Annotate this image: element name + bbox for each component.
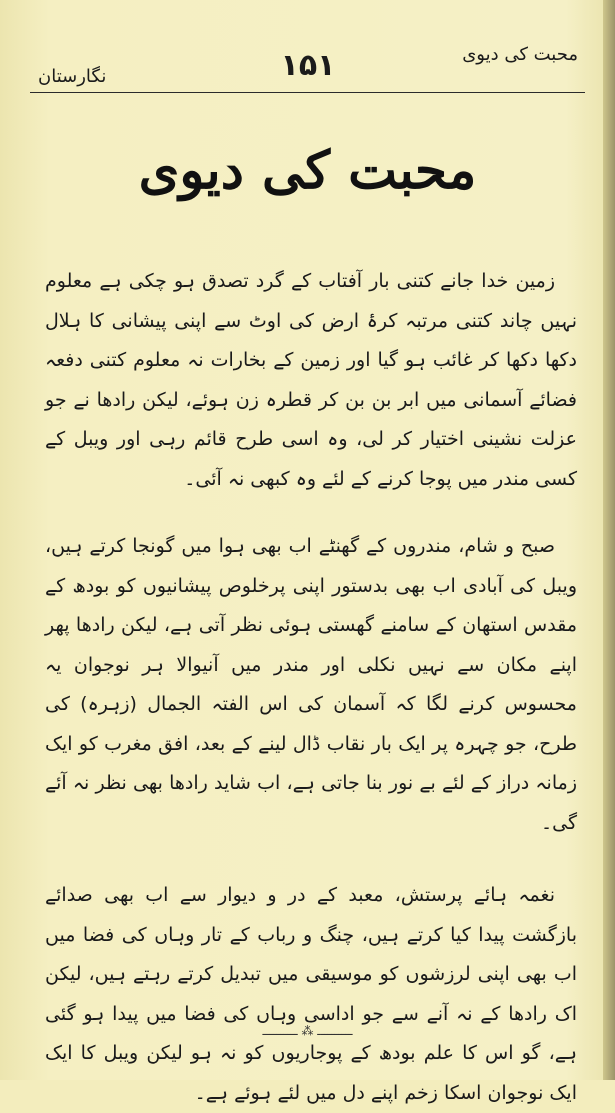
running-header [38, 28, 578, 88]
chapter-title: محبت کی دیوی [138, 140, 477, 201]
header-book-title: نگارستان [38, 66, 107, 87]
page-number: ۱۵۱ [280, 48, 336, 83]
header-rule [30, 92, 585, 93]
paragraph-1: زمین خدا جانے کتنی بار آفتاب کے گرد تصدق ہو چکی ہے معلوم نہیں چاند کتنی مرتبہ کرۂ ارض کی اوٹ سے اپنی پیشانی کا ہلال دکھا دکھا کر غائب ہو گیا اور زمین کے بخارات نہ معلوم کتنی دفعہ فضائے آسمانی میں ابر بن بن کر قطرہ زن ہوئے، لیکن رادھا نے جو عزلت نشینی اختیار کر لی، وہ اسی طرح قائم رہی اور ویبل کے کسی مندر میں پوجا کرنے کے لئے وہ کبھی نہ آئی۔ [45, 270, 577, 490]
header-chapter-title: محبت کی دیوی [462, 44, 578, 65]
article-body [45, 262, 577, 1113]
paragraph-3: نغمہ ہائے پرستش، معبد کے در و دیوار سے اب بھی صدائے بازگشت پیدا کیا کرتے ہیں، چنگ و رباب کے تار وہاں کی فضا میں اب بھی اپنی لرزشوں کو موسیقی میں تبدیل کرتے رہتے ہیں، لیکن اک رادھا کے نہ آنے سے جو اداسی وہاں کی فضا میں پیدا ہو گئی ہے، گو اس کا علم بودھ کے پوجاریوں کو نہ ہو لیکن ویبل کا ایک ایک نوجوان اسکا زخم اپنے دل میں لئے ہوئے ہے۔ [45, 884, 577, 1104]
paragraph-2: صبح و شام، مندروں کے گھنٹے اب بھی ہوا میں گونجا کرتے ہیں، ویبل کی آبادی اب بھی بدستور اپنی پرخلوص پیشانیوں کو بودھ کے مقدس استھان کے سامنے گھستی ہوئی نظر آتی ہے، لیکن رادھا پھر اپنے مکان سے نہیں نکلی اور مندر میں آنیوالا ہر نوجوان یہ محسوس کرنے لگا کہ آسمان کی اس الفتہ الجمال (زہرہ) کی طرح، جو چہرہ پر ایک بار نقاب ڈال لینے کے بعد، افق مغرب کو ایک زمانہ دراز کے لئے بے نور بنا جاتی ہے، اب شاید رادھا بھی نظر نہ آئے گی۔ [45, 535, 577, 834]
end-ornament: ــــــــــ ⁂ ــــــــــ [262, 1024, 353, 1038]
